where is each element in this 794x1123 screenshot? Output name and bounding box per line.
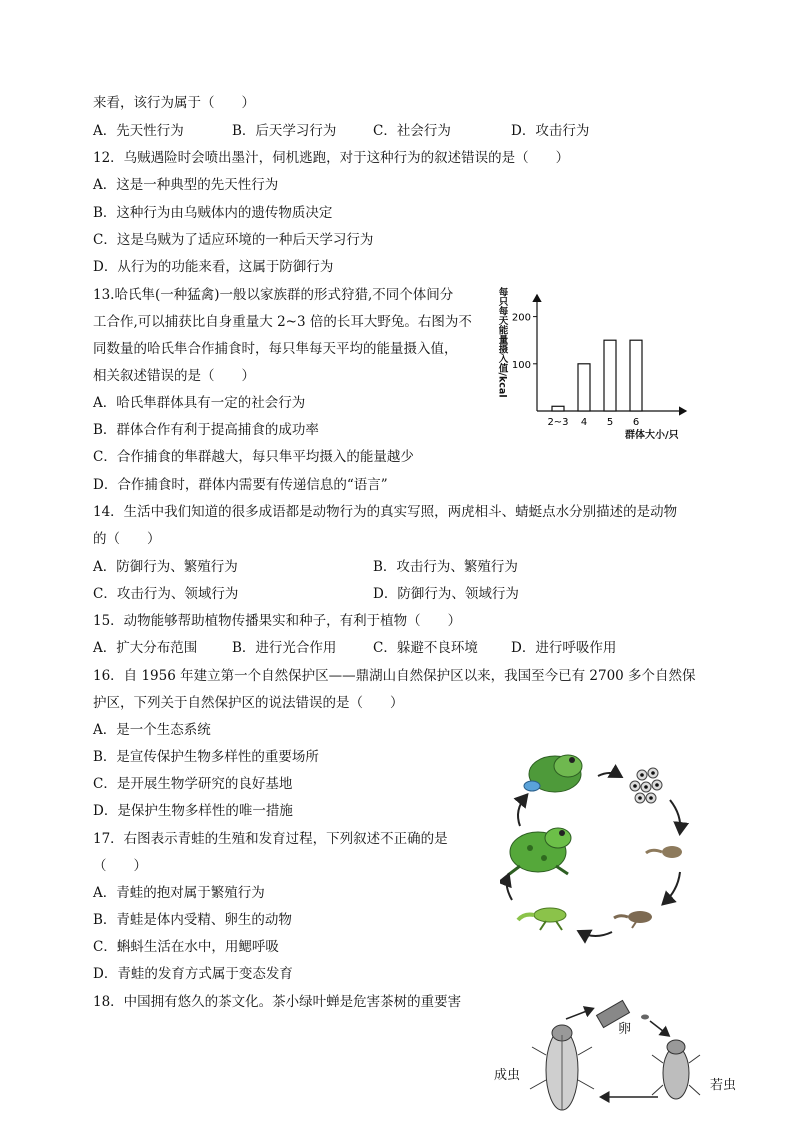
bar-6	[630, 340, 642, 411]
x-tick-label: 5	[606, 417, 614, 428]
x-tick-label: 6	[632, 417, 640, 428]
y-tick-label: 200	[511, 312, 531, 324]
q14-option-c: C．攻击行为、领域行为	[93, 586, 239, 602]
adult-label: 成虫	[494, 1068, 521, 1083]
q16-option-a: A．是一个生态系统	[93, 722, 211, 738]
q11-option-c: C．社会行为	[373, 123, 451, 139]
q13-option-a: A．哈氏隼群体具有一定的社会行为	[93, 395, 306, 411]
q16-stem-line-2: 护区，下列关于自然保护区的说法错误的是（ ）	[93, 695, 404, 711]
q13-option-b: B．群体合作有利于提高捕食的成功率	[93, 422, 319, 438]
q14-stem-line-2: 的（ ）	[93, 531, 161, 547]
cycle-arrow-icon	[650, 1021, 668, 1035]
q17-option-b: B．青蛙是体内受精、卵生的动物	[93, 912, 292, 928]
cycle-arrow-icon	[580, 932, 612, 936]
cycle-arrow-icon	[518, 796, 526, 826]
q16-stem-line-1: 16．自 1956 年建立第一个自然保护区——鼎湖山自然保护区以来，我国至今已有 2700 多个自然保	[93, 668, 696, 684]
cycle-arrow-icon	[664, 872, 680, 903]
q17-option-a: A．青蛙的抱对属于繁殖行为	[93, 885, 265, 901]
q12-option-c: C．这是乌贼为了适应环境的一种后天学习行为	[93, 232, 374, 248]
q15-option-c: C．躲避不良环境	[373, 640, 478, 656]
tadpole-with-legs-icon	[614, 911, 652, 928]
froglet-icon	[518, 908, 566, 930]
q13-stem-line-4: 相关叙述错误的是（ ）	[93, 368, 255, 384]
q13-stem-line-2: 工合作,可以捕获比自身重量大 2~3 倍的长耳大野兔。右图为不	[93, 314, 472, 330]
q12-stem: 12．乌贼遇险时会喷出墨汁，伺机逃跑，对于这种行为的叙述错误的是（ ）	[93, 150, 570, 166]
energy-intake-bar-chart	[488, 283, 698, 445]
leafhopper-life-cycle-figure	[488, 995, 748, 1120]
q14-option-b: B．攻击行为、繁殖行为	[373, 559, 518, 575]
nymph-leafhopper-icon	[652, 1040, 700, 1099]
q11-option-d: D．攻击行为	[511, 123, 590, 139]
frog-life-cycle-figure	[500, 740, 700, 950]
bar-5	[604, 340, 616, 411]
q14-option-a: A．防御行为、繁殖行为	[93, 559, 238, 575]
q15-option-a: A．扩大分布范围	[93, 640, 198, 656]
bar-4	[578, 364, 590, 411]
bar-2~3	[552, 406, 564, 411]
q11-option-a: A．先天性行为	[93, 123, 184, 139]
frog-eggs-icon	[630, 768, 662, 803]
cycle-arrow-icon	[598, 773, 620, 776]
cycle-arrow-icon	[566, 1009, 592, 1019]
cycle-arrow-icon	[507, 876, 512, 900]
q17-option-d: D．青蛙的发育方式属于变态发育	[93, 966, 293, 982]
q13-option-d: D．合作捕食时，群体内需要有传递信息的“语言”	[93, 477, 388, 493]
q15-option-d: D．进行呼吸作用	[511, 640, 617, 656]
q18-stem: 18．中国拥有悠久的茶文化。茶小绿叶蝉是危害茶树的重要害	[93, 994, 462, 1010]
q15-option-b: B．进行光合作用	[232, 640, 337, 656]
q17-stem-line-1: 17．右图表示青蛙的生殖和发育过程，下列叙述不正确的是	[93, 831, 448, 847]
tadpole-icon	[646, 846, 682, 858]
q17-option-c: C．蝌蚪生活在水中，用鳃呼吸	[93, 939, 279, 955]
q12-option-a: A．这是一种典型的先天性行为	[93, 177, 279, 193]
q11-option-b: B．后天学习行为	[232, 123, 337, 139]
q14-stem-line-1: 14．生活中我们知道的很多成语都是动物行为的真实写照，两虎相斗、蜻蜓点水分别描述的是动物	[93, 504, 678, 520]
q13-stem-line-1: 13.哈氏隼(一种猛禽)一般以家族群的形式狩猎,不同个体间分	[93, 287, 454, 303]
q16-option-b: B．是宣传保护生物多样性的重要场所	[93, 749, 319, 765]
q12-option-d: D．从行为的功能来看，这属于防御行为	[93, 259, 334, 275]
x-tick-label: 4	[580, 417, 588, 428]
nymph-label: 若虫	[710, 1078, 737, 1093]
egg-label: 卵	[618, 1022, 632, 1037]
q17-stem-line-2: （ ）	[93, 858, 147, 874]
x-axis-label: 群体大小/只	[625, 430, 679, 441]
q16-option-d: D．是保护生物多样性的唯一措施	[93, 803, 293, 819]
q16-option-c: C．是开展生物学研究的良好基地	[93, 776, 293, 792]
adult-leafhopper-icon	[530, 1025, 594, 1110]
q14-option-d: D．防御行为、领域行为	[373, 586, 519, 602]
y-axis-label: 每只每天能量摄入值/kcal	[496, 287, 508, 398]
q13-option-c: C．合作捕食的隼群越大，每只隼平均摄入的能量越少	[93, 449, 414, 465]
mating-frogs-icon	[524, 755, 582, 792]
q11-stem-tail: 来看，该行为属于（ ）	[93, 95, 255, 111]
q12-option-b: B．这种行为由乌贼体内的遗传物质决定	[93, 205, 333, 221]
q15-stem: 15．动物能够帮助植物传播果实和种子，有利于植物（ ）	[93, 613, 462, 629]
adult-frog-icon	[508, 828, 571, 875]
x-tick-label: 2~3	[547, 417, 569, 428]
cycle-arrow-icon	[670, 800, 680, 832]
q13-stem-line-3: 同数量的哈氏隼合作捕食时，每只隼每天平均的能量摄入值，	[93, 341, 458, 357]
y-tick-label: 100	[511, 359, 531, 371]
